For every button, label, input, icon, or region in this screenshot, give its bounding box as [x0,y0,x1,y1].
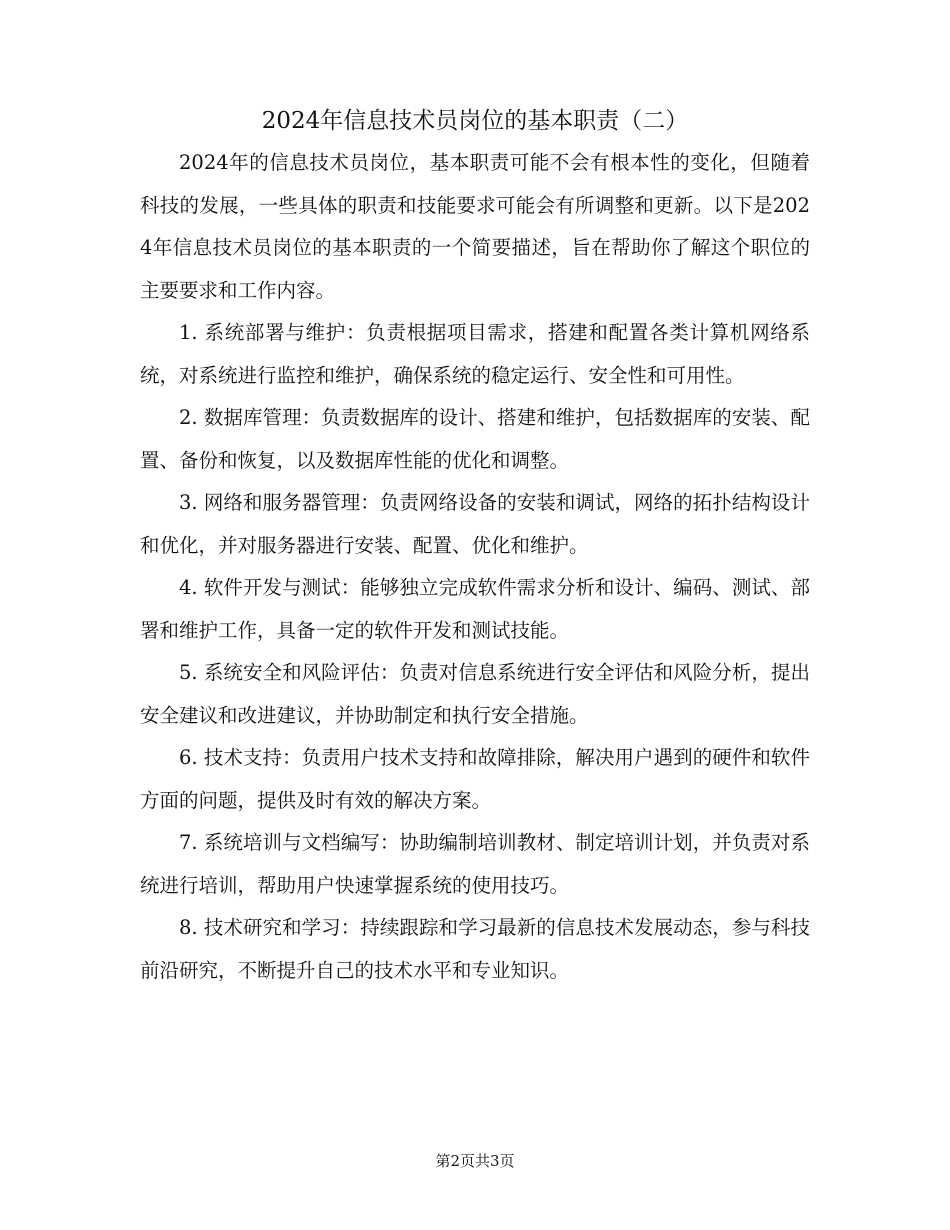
document-title: 2024年信息技术员岗位的基本职责（二） [261,108,689,134]
duty-item-7: 7. 系统培训与文档编写：协助编制培训教材、制定培训计划，并负责对系统进行培训，帮助用户快速掌握系统的使用技巧。 [140,831,810,897]
duty-item-2: 2. 数据库管理：负责数据库的设计、搭建和维护，包括数据库的安装、配置、备份和恢复，以及数据库性能的优化和调整。 [140,406,810,472]
duty-item-6: 6. 技术支持：负责用户技术支持和故障排除，解决用户遇到的硬件和软件方面的问题，提供及时有效的解决方案。 [140,746,810,812]
duty-item-8: 8. 技术研究和学习：持续跟踪和学习最新的信息技术发展动态，参与科技前沿研究，不断提升自己的技术水平和专业知识。 [140,916,810,982]
page-number: 第2页共3页 [435,1152,515,1170]
document-body [140,100,810,992]
duty-item-3: 3. 网络和服务器管理：负责网络设备的安装和调试，网络的拓扑结构设计和优化，并对服务器进行安装、配置、优化和维护。 [140,491,810,557]
intro-paragraph: 2024年的信息技术员岗位，基本职责可能不会有根本性的变化，但随着科技的发展，一些具体的职责和技能要求可能会有所调整和更新。以下是2024年信息技术员岗位的基本职责的一个简要描述，旨在帮助你了解这个职位的主要要求和工作内容。 [140,151,810,302]
duty-item-4: 4. 软件开发与测试：能够独立完成软件需求分析和设计、编码、测试、部署和维护工作，具备一定的软件开发和测试技能。 [140,576,810,642]
duty-item-5: 5. 系统安全和风险评估：负责对信息系统进行安全评估和风险分析，提出安全建议和改进建议，并协助制定和执行安全措施。 [140,661,810,727]
duty-item-1: 1. 系统部署与维护：负责根据项目需求，搭建和配置各类计算机网络系统，对系统进行监控和维护，确保系统的稳定运行、安全性和可用性。 [140,321,810,387]
